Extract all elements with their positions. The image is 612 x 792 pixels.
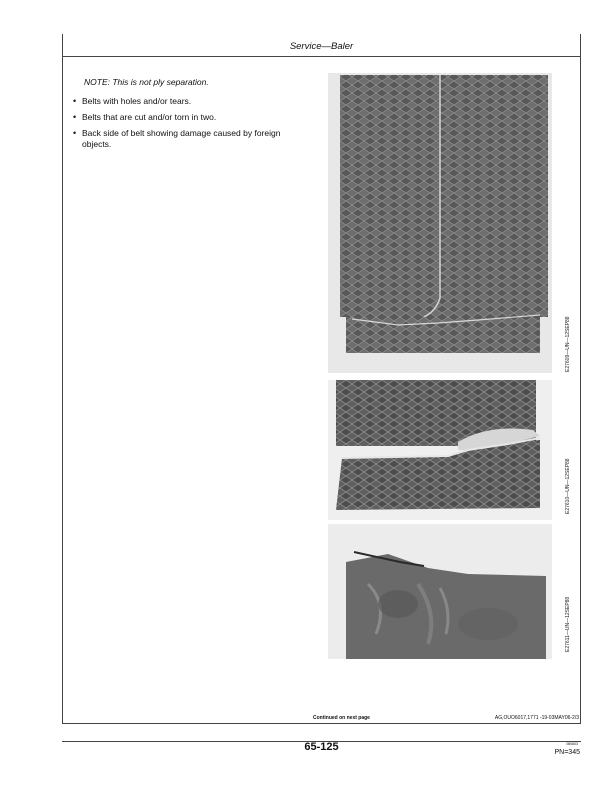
continued-label: Continued on next page	[313, 715, 370, 721]
page-number: 65-125	[304, 741, 339, 753]
belt-torn-photo	[328, 380, 552, 520]
belt-cut-photo	[328, 73, 552, 373]
content-bottom-rule	[62, 723, 581, 724]
list-item	[72, 112, 312, 123]
bullet-icon: •	[73, 128, 77, 138]
reference-code: AG,OUO6017,1771 -19-03MAY06-2/3	[494, 715, 579, 721]
bullet-icon: •	[73, 112, 77, 122]
list-item	[72, 96, 312, 107]
note-text: NOTE: This is not ply separation.	[84, 77, 209, 87]
page-frame-right	[580, 34, 581, 724]
bullet-list	[72, 96, 312, 155]
figure-code: E27611—UN—12SEP88	[565, 596, 571, 652]
bullet-text: Belts with holes and/or tears.	[82, 96, 192, 106]
bullet-icon: •	[73, 96, 77, 106]
pn-label: PN=345	[554, 749, 580, 756]
figure-code: E27610—UN—12SEP88	[565, 458, 571, 514]
figure-code: E27609—UN—12SEP88	[565, 316, 571, 372]
page-frame-left	[62, 34, 63, 724]
bullet-text: Back side of belt showing damage caused by foreign objects.	[82, 128, 281, 149]
bullet-text: Belts that are cut and/or torn in two.	[82, 112, 217, 122]
belt-backside-photo	[328, 524, 552, 659]
section-title: Service—Baler	[289, 41, 354, 52]
small-code: 080603	[566, 742, 578, 746]
header-rule	[62, 56, 581, 57]
list-item	[72, 128, 312, 150]
